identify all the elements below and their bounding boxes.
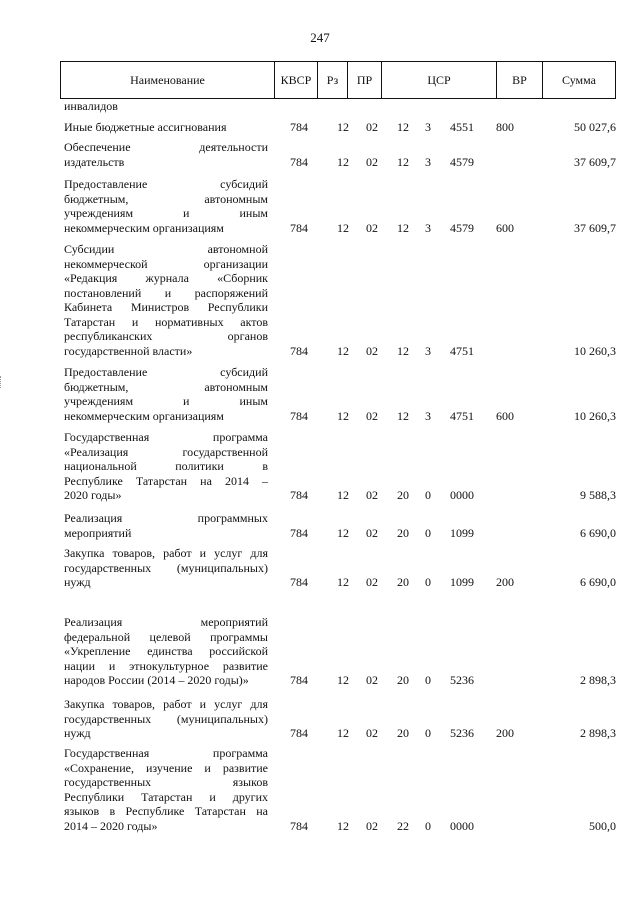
cell-sum: 50 027,6 bbox=[574, 120, 616, 134]
page-number: 247 bbox=[310, 30, 330, 45]
row-name bbox=[64, 746, 268, 833]
cell-sum: 2 898,3 bbox=[580, 673, 616, 687]
cell-kvsr: 784 bbox=[290, 220, 308, 235]
cell-c1: 20 bbox=[397, 575, 409, 589]
row-name-line: издательств bbox=[64, 154, 125, 169]
row-name-line: Предоставление субсидий bbox=[64, 177, 268, 191]
row-name-line: нужд bbox=[64, 575, 91, 589]
cell-kvsr: 784 bbox=[290, 818, 308, 833]
row-name bbox=[64, 242, 268, 358]
row-name-line: Татарстан и нормативных актов bbox=[64, 314, 268, 329]
row-name-line: инвалидов bbox=[64, 99, 118, 113]
cell-rz: 12 bbox=[337, 120, 349, 134]
cell-kvsr: 784 bbox=[290, 673, 308, 687]
cell-pr: 02 bbox=[366, 673, 378, 687]
cell-c3: 0000 bbox=[450, 818, 474, 833]
row-name-line: государственной власти» bbox=[64, 343, 193, 358]
row-name bbox=[64, 365, 268, 423]
row-name-line: некоммерческим организациям bbox=[64, 220, 224, 235]
row-name-line: Предоставление субсидий bbox=[64, 365, 268, 379]
row-name bbox=[64, 177, 268, 235]
cell-sum: 6 690,0 bbox=[580, 525, 616, 540]
row-name-line: Закупка товаров, работ и услуг для bbox=[64, 697, 268, 711]
row-name-line: постановлений и распоряжений bbox=[64, 285, 268, 300]
cell-pr: 02 bbox=[366, 154, 378, 169]
cell-vr: 200 bbox=[496, 726, 514, 740]
cell-kvsr: 784 bbox=[290, 575, 308, 589]
row-name-line: «Укрепление единства российской bbox=[64, 644, 268, 658]
cell-sum: 10 260,3 bbox=[574, 408, 616, 423]
cell-c2: 0 bbox=[425, 726, 431, 740]
row-name-line: «Редакция журнала «Сборник bbox=[64, 271, 268, 285]
cell-sum: 6 690,0 bbox=[580, 575, 616, 589]
row-name-line: Кабинета Министров Республики bbox=[64, 300, 268, 314]
cell-rz: 12 bbox=[337, 575, 349, 589]
cell-c3: 5236 bbox=[450, 726, 474, 740]
cell-vr: 800 bbox=[496, 120, 514, 134]
row-name-line: национальной политики в bbox=[64, 459, 268, 473]
cell-kvsr: 784 bbox=[290, 488, 308, 502]
cell-pr: 02 bbox=[366, 488, 378, 502]
row-name-line: учреждениям и иным bbox=[64, 206, 268, 220]
row-name-line: республиканских органов bbox=[64, 329, 268, 343]
cell-pr: 02 bbox=[366, 120, 378, 134]
row-name bbox=[64, 697, 268, 741]
cell-vr: 600 bbox=[496, 408, 514, 423]
cell-pr: 02 bbox=[366, 220, 378, 235]
header-vr: ВР bbox=[497, 62, 543, 98]
row-name-line: «Реализация государственной bbox=[64, 444, 268, 459]
row-name-line: Реализация программных bbox=[64, 511, 268, 525]
cell-c2: 0 bbox=[425, 488, 431, 502]
cell-c3: 5236 bbox=[450, 673, 474, 687]
row-name-line: федеральной целевой программы bbox=[64, 629, 268, 644]
cell-rz: 12 bbox=[337, 818, 349, 833]
cell-kvsr: 784 bbox=[290, 525, 308, 540]
row-name-line: Республике Татарстан на 2014 – bbox=[64, 473, 268, 488]
cell-c2: 0 bbox=[425, 818, 431, 833]
cell-c1: 12 bbox=[397, 154, 409, 169]
cell-c1: 12 bbox=[397, 120, 409, 134]
cell-c3: 4579 bbox=[450, 220, 474, 235]
row-name-line: Республики Татарстан и других bbox=[64, 789, 268, 804]
row-name-line: бюджетным, автономным bbox=[64, 379, 268, 394]
cell-pr: 02 bbox=[366, 525, 378, 540]
cell-c2: 0 bbox=[425, 525, 431, 540]
row-name-line: Иные бюджетные ассигнования bbox=[64, 120, 227, 134]
cell-sum: 9 588,3 bbox=[580, 488, 616, 502]
cell-vr: 600 bbox=[496, 220, 514, 235]
cell-pr: 02 bbox=[366, 343, 378, 358]
cell-pr: 02 bbox=[366, 575, 378, 589]
row-name-line: Реализация мероприятий bbox=[64, 615, 268, 629]
row-name-line: народов России (2014 – 2020 годы)» bbox=[64, 673, 249, 687]
row-name-line: «Сохранение, изучение и развитие bbox=[64, 760, 268, 775]
cell-rz: 12 bbox=[337, 408, 349, 423]
cell-c2: 3 bbox=[425, 154, 431, 169]
cell-c2: 3 bbox=[425, 408, 431, 423]
row-name-line: Государственная программа bbox=[64, 430, 268, 444]
row-name-line: нужд bbox=[64, 726, 91, 740]
row-name-line: некоммерческой организации bbox=[64, 256, 268, 271]
header-kvsr: КВСР bbox=[275, 62, 318, 98]
cell-pr: 02 bbox=[366, 726, 378, 740]
margin-mark bbox=[0, 376, 4, 388]
row-name bbox=[64, 99, 268, 114]
cell-kvsr: 784 bbox=[290, 726, 308, 740]
row-name bbox=[64, 430, 268, 503]
cell-c1: 20 bbox=[397, 726, 409, 740]
row-name-line: Обеспечение деятельности bbox=[64, 140, 268, 154]
row-name-line: мероприятий bbox=[64, 525, 132, 540]
cell-c3: 1099 bbox=[450, 575, 474, 589]
cell-c2: 3 bbox=[425, 220, 431, 235]
cell-c3: 4551 bbox=[450, 120, 474, 134]
row-name-line: 2014 – 2020 годы» bbox=[64, 818, 158, 833]
cell-pr: 02 bbox=[366, 408, 378, 423]
cell-rz: 12 bbox=[337, 220, 349, 235]
cell-rz: 12 bbox=[337, 154, 349, 169]
cell-rz: 12 bbox=[337, 726, 349, 740]
row-name bbox=[64, 140, 268, 169]
cell-kvsr: 784 bbox=[290, 120, 308, 134]
cell-c1: 12 bbox=[397, 220, 409, 235]
header-name: Наименование bbox=[61, 62, 275, 98]
cell-c2: 0 bbox=[425, 575, 431, 589]
cell-c3: 4751 bbox=[450, 408, 474, 423]
cell-vr: 200 bbox=[496, 575, 514, 589]
row-name-line: некоммерческим организациям bbox=[64, 408, 224, 423]
cell-kvsr: 784 bbox=[290, 154, 308, 169]
cell-sum: 37 609,7 bbox=[574, 220, 616, 235]
header-csr: ЦСР bbox=[382, 62, 497, 98]
table-header bbox=[60, 61, 616, 99]
row-name bbox=[64, 120, 268, 135]
row-name-line: Государственная программа bbox=[64, 746, 268, 760]
header-sum: Сумма bbox=[562, 73, 596, 87]
cell-c2: 0 bbox=[425, 673, 431, 687]
row-name-line: государственных языков bbox=[64, 775, 268, 789]
cell-sum: 37 609,7 bbox=[574, 154, 616, 169]
cell-rz: 12 bbox=[337, 343, 349, 358]
row-name-line: Субсидии автономной bbox=[64, 242, 268, 256]
cell-c1: 12 bbox=[397, 408, 409, 423]
row-name-line: государственных (муниципальных) bbox=[64, 711, 268, 726]
header-pr: ПР bbox=[348, 62, 382, 98]
cell-pr: 02 bbox=[366, 818, 378, 833]
cell-rz: 12 bbox=[337, 673, 349, 687]
row-name-line: бюджетным, автономным bbox=[64, 191, 268, 206]
row-name-line: государственных (муниципальных) bbox=[64, 560, 268, 575]
row-name-line: нации и этнокультурное развитие bbox=[64, 658, 268, 673]
row-name bbox=[64, 546, 268, 590]
cell-c2: 3 bbox=[425, 120, 431, 134]
cell-kvsr: 784 bbox=[290, 408, 308, 423]
cell-c1: 20 bbox=[397, 673, 409, 687]
cell-c2: 3 bbox=[425, 343, 431, 358]
row-name-line: Закупка товаров, работ и услуг для bbox=[64, 546, 268, 560]
header-rz: Рз bbox=[318, 62, 348, 98]
cell-c1: 22 bbox=[397, 818, 409, 833]
cell-kvsr: 784 bbox=[290, 343, 308, 358]
cell-c3: 4579 bbox=[450, 154, 474, 169]
cell-c1: 20 bbox=[397, 525, 409, 540]
cell-c1: 12 bbox=[397, 343, 409, 358]
cell-c3: 4751 bbox=[450, 343, 474, 358]
row-name bbox=[64, 615, 268, 688]
cell-sum: 500,0 bbox=[589, 818, 616, 833]
row-name bbox=[64, 511, 268, 540]
cell-rz: 12 bbox=[337, 525, 349, 540]
cell-sum: 2 898,3 bbox=[580, 726, 616, 740]
cell-c3: 1099 bbox=[450, 525, 474, 540]
cell-rz: 12 bbox=[337, 488, 349, 502]
cell-c3: 0000 bbox=[450, 488, 474, 502]
cell-c1: 20 bbox=[397, 488, 409, 502]
row-name-line: учреждениям и иным bbox=[64, 394, 268, 408]
cell-sum: 10 260,3 bbox=[574, 343, 616, 358]
row-name-line: 2020 годы» bbox=[64, 488, 122, 502]
row-name-line: языков в Республике Татарстан на bbox=[64, 804, 268, 818]
